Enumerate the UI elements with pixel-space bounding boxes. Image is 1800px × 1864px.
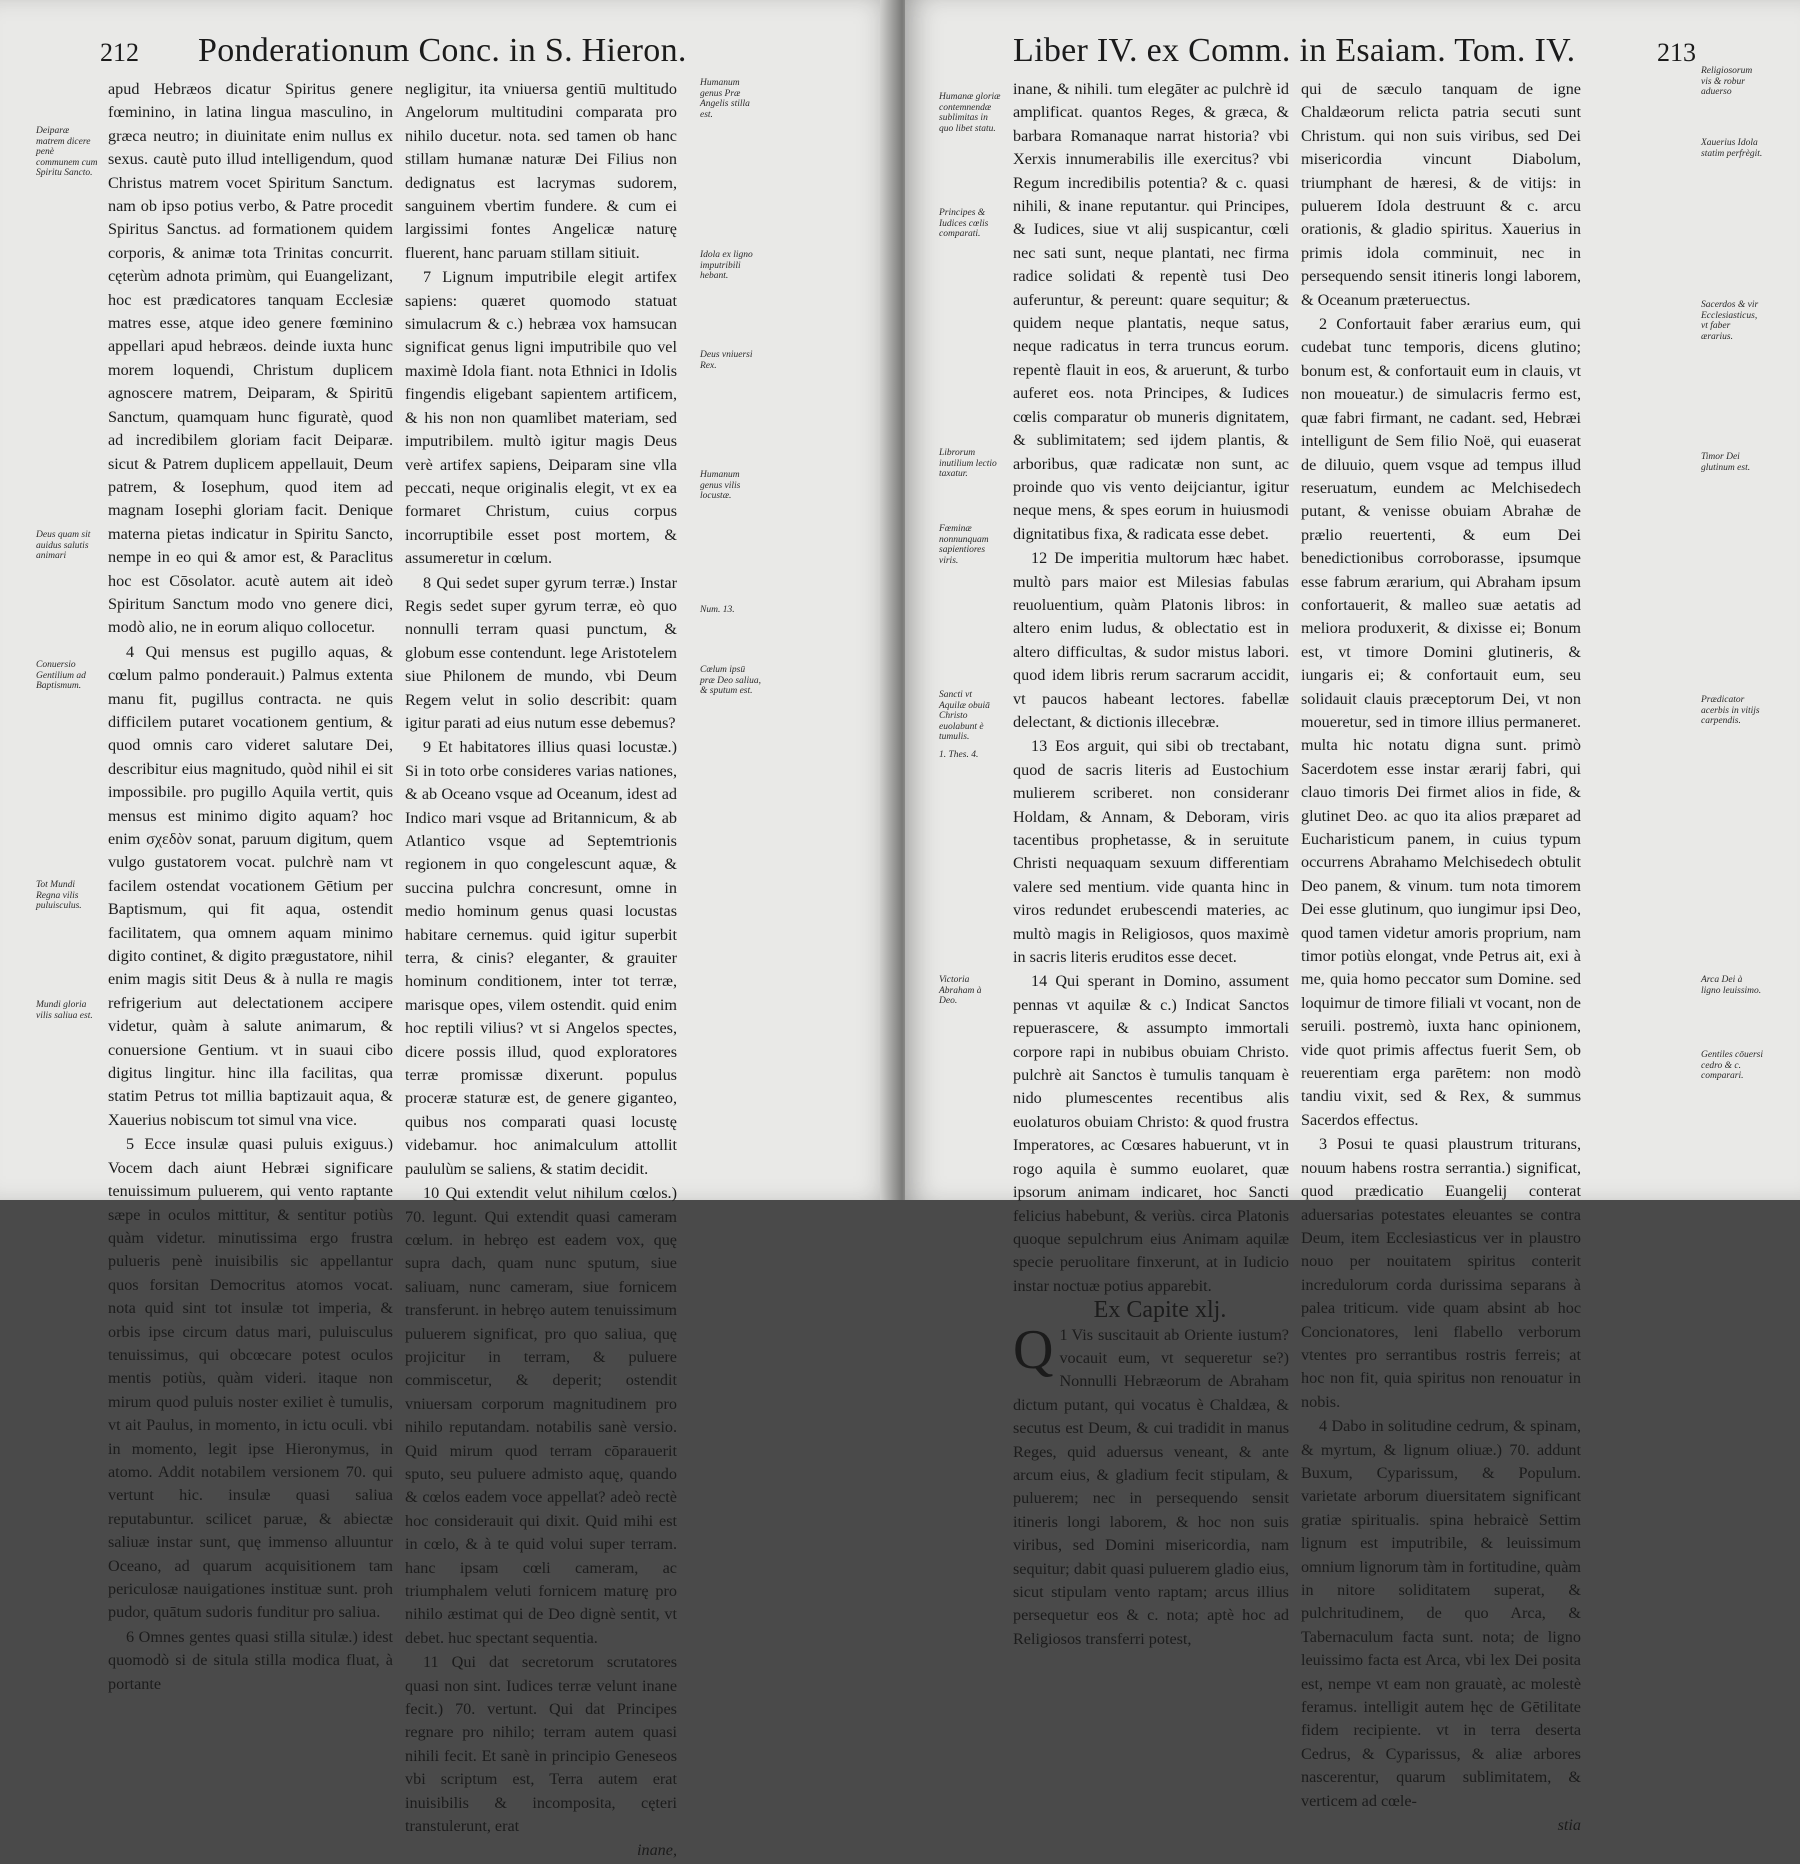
marginal-note: Victoria Abraham à Deo. [939, 975, 982, 1006]
chapter-paragraph [1013, 1318, 1289, 1652]
paragraph: negligitur, ita vniuersa gentiū multitudo Angelorum multitudini comparata pro nihilo ducetur. nota. sed tamen ob hanc stillam humanæ naturæ Dei Filius non dedignatus est lacrymas sudorem, sanguinem vbertim fundere. & cum ei largissimi fontes Angelicæ naturę fluerent, hanc paruam stillam sitiuit. [405, 80, 677, 262]
marginal-note: Deiparæ matrem dicere penè communem cum Spiritu Sancto. [36, 126, 98, 178]
paragraph: 2 Confortauit faber ærarius eum, qui cudebat tunc temporis, dicens glutino; bonum est, & confortauit eum in clauis, vt non moueatur.) de simulacris fermo est, quæ fabri firmant, ne cadant. sed, Hebræi intelligunt de Sem filio Noë, qui euaserat de diluuio, quem vsque ad tempus illud reseruatum, eundem ac Melchisedech putant, & venisse obuiam Abrahæ de prælio reuertenti, & eum Dei benedictionibus corroborasse, ipsumque esse fabrum ærarium, qui Abraham ipsum confortauerit, & malleo suæ aetatis ad meliora produxerit, & dixisse ei; Bonum est, vt timore Domini glutineris, & iungaris ei; & confortauit eum, seu solidauit clauis præceptorum Dei, vt non moueretur, sed in timore illius permaneret. multa hic notatu digna sunt. primò Sacerdotem esse instar ærarij fabri, qui clauo timoris Dei firmet alios in fide, & glutinet Deo. ac quo ita alios præparet ad Eucharisticum panem, in cuius typum occurrens Abrahamo Melchisedech obtulit Deo panem, & vinum. tum nota timorem Dei esse glutinum, quo iungimur ipsi Deo, quod tamen videtur amoris proprium, nam timor potiùs elongat, vnde Petrus ait, exi à me, quia homo peccator sum Domine. sed loquimur de timore filiali vt vocant, non de seruili. postremò, iuxta hanc opinionem, vide quot primis affectus fuerit Sem, ob reuerentiam erga parētem: non modò tandiu vixit, sed & Rex, & summus Sacerdos effectus. [1301, 315, 1581, 1129]
marginal-note: Religiosorum vis & robur aduerso [1701, 66, 1753, 97]
paragraph: 12 De imperitia multorum hæc habet. multò pars maior est Milesias fabulas reuoluentium, quàm Platonis libros: in altero enim ludus, & oblectatio est in altero difficultas, & sudor mistus labori. quod idem libris rerum sacrarum accidit, vt paucos habeant lectores. fabellæ delectant, & dictionis illecebræ. [1013, 549, 1289, 731]
drop-cap: Q [1013, 1318, 1054, 1381]
running-head: Liber IV. ex Comm. in Esaiam. Tom. IV. [1013, 32, 1576, 69]
chapter-heading: Ex Capite xlj. [1093, 1297, 1227, 1324]
marginal-note: Librorum inutilium lectio taxatur. [939, 448, 997, 479]
verse-number: 1 [1059, 1325, 1068, 1344]
marginal-note: Humanum genus Præ Angelis stilla est. [700, 78, 750, 120]
paragraph: 6 Omnes gentes quasi stilla situlæ.) idest quomodò si de situla stilla modica fluat, à portante [108, 1627, 393, 1693]
page-number: 212 [100, 38, 139, 67]
marginal-note: Arca Dei à ligno leuissimo. [1701, 975, 1762, 996]
catchword: inane, [636, 1841, 677, 1860]
marginal-note: Cœlum ipsū præ Deo saliua, & sputum est. [700, 665, 761, 696]
marginal-note: Num. 13. [700, 605, 735, 615]
marginal-note: Prædicator acerbis in vitijs carpendis. [1701, 695, 1760, 726]
right-page [905, 0, 1800, 1835]
text-column-1 [1013, 78, 1289, 1652]
marginal-note: Tot Mundi Regna vilis puluisculus. [36, 880, 82, 911]
paragraph: 10 Qui extendit velut nihilum cœlos.) 70. legunt. Qui extendit quasi cameram cœlum. in hebręo est eadem vox, quę supra dach, quam nunc sputum, siue saliuam, nunc cameram, siue fornicem transferunt. in hebręo autem tenuissimum puluerem significat, pro quo saliua, quę projicitur in terram, & puluere commiscetur, & deperit; ostendit vniuersam corporum magnitudinem pro nihilo reputandam. notabilis sanè versio. Quid mirum quod terram cōparauerit sputo, seu puluere admisto aquę, quando & cœlos eadem voce appellat? adeò rectè hoc considerauit qui dixit. Quid mihi est in cœlo, & à te quid volui super terram. hanc ipsam cœli cameram, ac triumphalem veluti fornicem maturę pro nihilo æstimat qui de Deo dignè sentit, vt debet. huc spectant sequentia. [405, 1184, 677, 1647]
marginal-note: Conuersio Gentilium ad Baptismum. [36, 660, 86, 691]
running-head: Ponderationum Conc. in S. Hieron. [198, 32, 687, 69]
paragraph: 11 Qui dat secretorum scrutatores quasi non sint. Iudices terræ velunt inane fecit.) 70. vertunt. Qui dat Principes regnare pro nihilo; terram autem quasi nihili fecit. Et sanè in principio Geneseos vbi scriptum est, Terra autem erat inuisibilis & incomposita, cęteri transtulerunt, erat [405, 1653, 677, 1836]
paragraph: qui de sæculo tanquam de igne Chaldæorum relicta patria secuti sunt Christum. qui non suis viribus, sed Dei misericordia vincunt Diabolum, triumphant de hæresi, & de vitijs: in puluerem Idola destruunt & c. arcu orationis, & gladio spiritus. Xauerius in primis idola comminuit, nec in persequendo sensit itineris longi laborem, & Oceanum præteruectus. [1301, 80, 1581, 309]
paragraph: 4 Dabo in solitudine cedrum, & spinam, & myrtum, & lignum oliuæ.) 70. addunt Buxum, Cyparissum, & Populum. varietate arborum diuersitatem significant gratiæ spiritualis. spina hebraicè Settim lignum est imputribile, & leuissimum omnium lignorum tàm in fortitudine, quàm in nitore soliditatem superat, & pulchritudinem, de quo Arca, & Tabernaculum facta sunt. nota; de ligno leuissimo facta est Arca, vbi lex Dei posita est, nempe vt eam non grauatè, ac molestè feramus. intelligit autem hęc de Gētilitate fidem recipiente. vt in terra deserta Cedrus, & Cyparissus, & aliæ arbores nascerentur, quarum sublimitatem, & verticem ad cœle- [1301, 1417, 1581, 1810]
marginal-note: Xauerius Idola statim perfrègit. [1701, 138, 1763, 159]
marginal-note: Humanæ gloriæ contemnendæ sublimitas in quo libet statu. [939, 92, 1001, 134]
marginal-note: Sacerdos & vir Ecclesiasticus, vt faber ærarius. [1701, 300, 1759, 342]
paragraph: 3 Posui te quasi plaustrum triturans, nouum habens rostra serrantia.) significat, quod prædicatio Euangelij conterat aduersarias potestates eleuantes se contra Deum, item Ecclesiasticus ver in plaustro nouo per nouitatem spiritus conterit incredulorum corda durissima separans à palea triticum. vide quam absint ab hoc Concionatores, leni flabello verborum vtentes pro serrantibus rostris ferreis; at hoc non fit, quia spiritus non renouatur in nobis. [1301, 1135, 1581, 1411]
page-number: 213 [1657, 38, 1696, 67]
marginal-note: Sancti vt Aquilæ obuiā Christo euolabunt è tumulis. [939, 690, 990, 742]
left-page [0, 0, 895, 1860]
text-column-2 [1301, 78, 1581, 1838]
text-column-1 [108, 78, 393, 1697]
chapter-text: Vis suscitauit ab Oriente iustum? vocauit eum, vt sequeretur se?) Nonnulli Hebræorum de Abraham dictum putant, qui vocatus è Chaldæa, & secutus est Deum, & cui tradidit in manus Reges, quid aduersus veneant, & ante arcum eius, & gladium fecit stipulam, & puluerem; nec in persequendo sensit itineris longi laborem, & hoc non suis viribus, sed Domini misericordia, nam sequitur; dabit quasi puluerem gladio eius, sicut stipulam vento raptam; arcus illius persequetur eos & c. nota; aptè hoc ad Religiosos transferri potest, [1013, 1325, 1289, 1648]
text-column-2 [405, 78, 677, 1864]
paragraph: 14 Qui sperant in Domino, assument pennas vt aquilæ & c.) Indicat Sanctos repuerascere, & assumpto immortali corpore rapi in nubibus obuiam Christo. pulchrè ait Sanctos è tumulis tanquam è nido plumescentes recentibus alis euolaturos obuiam Christo: & quod frustra Imperatores, ac Cœsares habuerunt, vt in rogo aquila è summo euolaret, quæ ipsorum animam indicaret, hoc Sancti felicius habebunt, & veriùs. circa Platonis quoque sepulchrum eius Animam aquilæ specie peruolitare finxerunt, at in Iudicio instar noctuæ potius apparebit. [1013, 972, 1289, 1295]
marginal-note: Fœminæ nonnunquam sapientiores viris. [939, 524, 989, 566]
marginal-note: Deus quam sit auidus salutis animari [36, 530, 91, 561]
marginal-note: Idola ex ligno imputribili hebant. [700, 250, 753, 281]
marginal-note: Mundi gloria vilis saliua est. [36, 1000, 93, 1021]
paragraph: 7 Lignum imputribile elegit artifex sapiens: quæret quomodo statuat simulacrum & c.) hebræa vox hamsucan significat genus ligni imputribile quo vel maximè Idola fiant. nota Ethnici in Idolis fingendis eligebant sapientem artificem, & his non non quamlibet materiam, sed imputribilem. multò igitur magis Deus verè artifex sapiens, Deiparam sine vlla peccati, neque originalis elegit, vt ex ea formaret Christum, cuius corpus incorruptibile esset post mortem, & assumeretur in cœlum. [405, 268, 677, 568]
catchword: stia [1557, 1816, 1581, 1835]
marginal-note: 1. Thes. 4. [939, 750, 979, 760]
marginal-note: Gentiles cōuersi cedro & c. comparari. [1701, 1050, 1764, 1081]
marginal-note: Deus vniuersi Rex. [700, 350, 753, 371]
paragraph: 13 Eos arguit, qui sibi ob trectabant, quod de sacris literis ad Eustochium mulierem scriberet. non consideranr Holdam, & Annam, & Deboram, viris tacentibus prophetasse, & in seruitute Christi nequaquam sexuum differentiam valere sed mentium. vide quanta hinc in viros redundet erubescendi materies, ac multò magis in Religiosos, quos maximè in sacris literis eruditos esse decet. [1013, 737, 1289, 967]
paragraph: apud Hebræos dicatur Spiritus genere fœminino, in latina lingua masculino, in græca neutro; in diuinitate enim nullus ex sexus. cautè puto illud intelligendum, quod Christus matrem vocet Spiritum Sanctum. nam ob ipso potius verbo, & Patre procedit Spiritus Sanctus. ad formationem quidem corporis, & animæ tota Trinitas concurrit. cęterùm adnota primùm, qui Euangelizant, hoc est prædicatores tanquam Ecclesiæ matres esse, atque ideo genere fœminino appellari apud hebræos. deinde iuxta hunc morem loquendi, Christum duplicem agnoscere matrem, Deiparam, & Spiritū Sanctum, quamquam hunc figuratè, quod ad incredibilem gloriam facit Deiparæ. sicut & Patrem duplicem appellauit, Deum patrem, & Iosephum, quod item ad magnam Iosephi gloriam facit. Denique materna pietas indicatur in Spiritu Sancto, nempe in eo qui & amor est, & Paraclitus hoc est Cōsolator. acutè autem ait ideò Spiritum Sanctum modo vno genere dici, modò alio, ne in eorum aliquo collocetur. [108, 80, 393, 637]
paragraph: 8 Qui sedet super gyrum terræ.) Instar Regis sedet super gyrum terræ, eò quo nonnulli terram quasi punctum, & globum esse contendunt. lege Aristotelem siue Philonem de mundo, vbi Deum Regem velut in solio describit: quam igitur parati ad eius nutum esse debemus? [405, 573, 677, 732]
paragraph: 4 Qui mensus est pugillo aquas, & cœlum palmo ponderauit.) Palmus extenta manu fit, pugillus contracta. ne quis difficilem putaret vocationem gentium, & quod omnis caro videret salutare Dei, describitur eius magnitudo, quòd nihil ei sit impossibile. pro pugillo Aquila vertit, quis mensus est minimo digito aquam? hoc enim σχεδὸν sonat, paruum digitum, quem vulgo gustatorem vocat. pulchrè nam vt facilem ostendat vocationem Gētium per Baptismum, qui fit aqua, ostendit facilitatem, qua omnem aquam minimo digito continet, & digito prægustatore, nihil enim magis sitit Deus & à nulla re magis refrigerium aut delectationem accipere videtur, quàm à salute animarum, & conuersione Gentium. vt in suaui cibo digitus lingitur. hinc illa facilitas, qua statim Petrus tot millia baptizauit aqua, & Xauerius nobiscum tot simul vna vice. [108, 642, 393, 1129]
marginal-note: Principes & Iudices cœlis comparati. [939, 208, 989, 239]
paragraph: 9 Et habitatores illius quasi locustæ.) Si in toto orbe consideres varias nationes, & ab Oceano vsque ad Oceanum, idest ad Indico mari vsque ad Britannicum, & ab Atlantico vsque ad Septemtrionis regionem in quo congelescunt aquæ, & succina pulchra concresunt, omne in medio hominum genus quasi locustas habitare cernemus. quid igitur superbit terra, & cinis? eleganter, & grauiter hominum conditionem, inter tot terræ, marisque opes, vilem ostendit. quid enim hoc reptili vilius? vt si Angelos spectes, dicere possis illud, quod exploratores terræ promissæ dixerunt. populus proceræ staturæ est, de genere giganteo, quibus nos comparati quasi locustę videbamur. hoc animalculum attollit paululùm se saliens, & statim decidit. [405, 738, 677, 1178]
marginal-note: Humanum genus vilis locustæ. [700, 470, 741, 501]
marginal-note: Timor Dei glutinum est. [1701, 452, 1751, 473]
paragraph: inane, & nihili. tum elegāter ac pulchrè id amplificat. quantos Reges, & græca, & barbara Romanaque narrat historia? vbi Xerxis innumerabilis ille exercitus? vbi Regum incredibilis potentia? & c. quasi nihili, & inane reputantur. qui Principes, & Iudices, siue vt alij suspicantur, cœli nec sati sunt, neque plantati, nec firma radice solidati & repentè tusi Deo auferuntur, & pereunt: quare sequitur; & quidem neque plantatis, neque satus, neque radicatus in terra truncus eorum. repentè flauit in eos, & aruerunt, & turbo auferet eos. nota Principes, & Iudices cœlis comparatur ob muneris dignitatem, & sublimitatem; sed ijdem plantis, & arboribus, quæ radicatæ non sunt, ac proinde quo vis vento deijciantur, igitur neque mens, & spes eorum in huiusmodi dignitatibus fixa, & radicata esse debet. [1013, 80, 1289, 543]
paragraph: 5 Ecce insulæ quasi puluis exiguus.) Vocem dach aiunt Hebræi significare tenuissimum puluerem, qui vento raptante sæpe in oculos mittitur, & sentitur potiùs quàm videtur. minutissima ergo frustra pulueris penè inuisibilis sic appellantur quos forsitan Democritus atomos vocat. nota quid sint tot insulæ tot imperia, & orbis ipse circum datus mari, puluisculus tenuissimus, qui obcœcare potest oculos mentis potiùs, quàm videri. itaque non mirum quod puluis noster exiliet è tumulis, vt ait Paulus, in momento, in ictu oculi. vbi in momento, legit ipse Hieronymus, in atomo. Addit notabilem versionem 70. qui vertunt hic. insulæ quasi saliua reputabuntur. scilicet paruæ, & abiectæ saliuæ instar sunt, quę immenso alluuntur Oceano, ad quarum acquisitionem tam periculosæ nauigationes instituæ sunt. proh pudor, quātum sudoris funditur pro saliua. [108, 1135, 393, 1622]
